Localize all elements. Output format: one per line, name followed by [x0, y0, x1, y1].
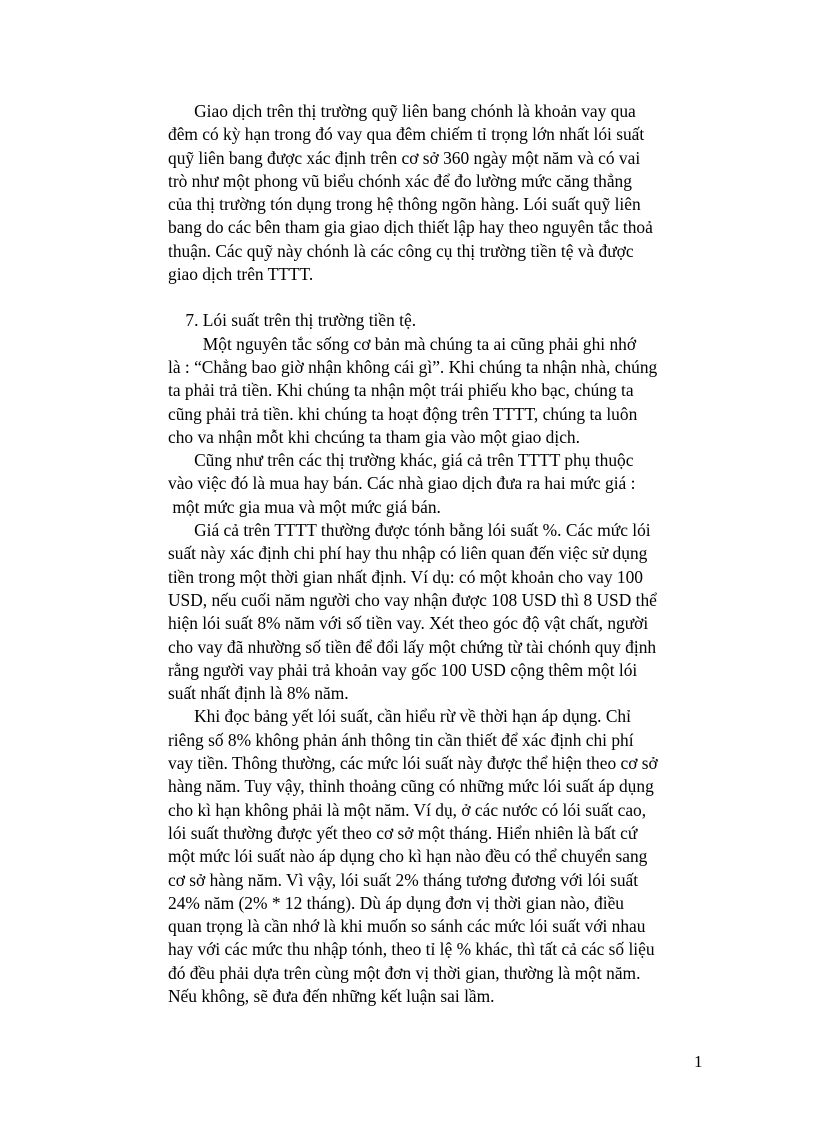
text-line: hiện lói suất 8% năm với số tiền vay. Xét theo góc độ vật chất, người	[168, 613, 649, 634]
paragraph-principle	[168, 333, 708, 449]
paragraph-spacer	[168, 286, 708, 309]
text-line: 24% năm (2% * 12 tháng). Dù áp dụng đơn vị thời gian nào, điều	[168, 892, 624, 913]
text-line: hàng năm. Tuy vậy, thỉnh thoảng cũng có những mức lói suất áp dụng	[168, 776, 654, 797]
page-number: 1	[694, 1052, 703, 1071]
text-line: giao dịch trên TTTT.	[168, 264, 314, 285]
text-line: cho va nhận mỗt khi chcúng ta tham gia vào một giao dịch.	[168, 426, 580, 447]
text-line: suất này xác định chi phí hay thu nhập có liên quan đến việc sử dụng	[168, 543, 648, 564]
text-line: Khi đọc bảng yết lói suất, cần hiểu rừ về thời hạn áp dụng. Chỉ	[168, 706, 631, 727]
text-line: Cũng như trên các thị trường khác, giá cả trên TTTT phụ thuộc	[168, 450, 634, 471]
document-body	[168, 100, 708, 1008]
text-line: quan trọng là cần nhớ là khi muốn so sánh các mức lói suất với nhau	[168, 916, 646, 937]
text-line: trò như một phong vũ biểu chónh xác để đo lường mức căng thẳng	[168, 170, 632, 191]
text-line: cũng phải trả tiền. khi chúng ta hoạt động trên TTTT, chúng ta luôn	[168, 403, 638, 424]
section-heading	[168, 309, 708, 332]
paragraph-fed-funds	[168, 100, 708, 286]
text-line: Giá cả trên TTTT thường được tónh bằng lói suất %. Các mức lói	[168, 520, 651, 541]
text-line: USD, nếu cuối năm người cho vay nhận được 108 USD thì 8 USD thể	[168, 589, 657, 610]
text-line: cơ sở hàng năm. Vì vậy, lói suất 2% tháng tương đương với lói suất	[168, 869, 639, 890]
text-line: lói suất thường được yết theo cơ sở một tháng. Hiển nhiên là bất cứ	[168, 822, 638, 843]
text-line: bang do các bên tham gia giao dịch thiết lập hay theo nguyên tắc thoả	[168, 217, 653, 238]
text-line: một mức gia mua và một mức giá bán.	[168, 496, 441, 517]
text-line: đêm có kỳ hạn trong đó vay qua đêm chiếm tỉ trọng lớn nhất lói suất	[168, 124, 645, 145]
text-line: vay tiền. Thông thường, các mức lói suất này được thể hiện theo cơ sở	[168, 753, 658, 774]
text-line: là : “Chẳng bao giờ nhận không cái gì”. Khi chúng ta nhận nhà, chúng	[168, 356, 658, 377]
text-line: Một nguyên tắc sống cơ bản mà chúng ta ai cũng phải ghi nhớ	[168, 333, 637, 354]
text-line: cho vay đã nhường số tiền để đổi lấy một chứng từ tài chónh quy định	[168, 636, 657, 657]
text-line: một mức lói suất nào áp dụng cho kì hạn nào đều có thể chuyển sang	[168, 846, 648, 867]
paragraph-interest-rate	[168, 519, 708, 705]
text-line: rằng người vay phải trả khoản vay gốc 100 USD cộng thêm một lói	[168, 659, 638, 680]
paragraph-rate-term	[168, 705, 708, 1008]
text-line: Nếu không, sẽ đưa đến những kết luận sai lầm.	[168, 985, 495, 1006]
text-line: tiền trong một thời gian nhất định. Ví dụ: có một khoản cho vay 100	[168, 566, 643, 587]
text-line: cho kì hạn không phải là một năm. Ví dụ, ở các nước có lói suất cao,	[168, 799, 647, 820]
text-line: quỹ liên bang được xác định trên cơ sở 360 ngày một năm và có vai	[168, 147, 641, 168]
text-line: đó đều phải dựa trên cùng một đơn vị thời gian, thường là một năm.	[168, 962, 641, 983]
text-line: hay với các mức thu nhập tónh, theo tỉ lệ % khác, thì tất cả các số liệu	[168, 939, 655, 960]
text-line: vào việc đó là mua hay bán. Các nhà giao dịch đưa ra hai mức giá :	[168, 473, 636, 494]
heading-line: 7. Lói suất trên thị trường tiền tệ.	[168, 310, 417, 331]
text-line: ta phải trả tiền. Khi chúng ta nhận một trái phiếu kho bạc, chúng ta	[168, 380, 634, 401]
text-line: thuận. Các quỹ này chónh là các công cụ thị trường tiền tệ và được	[168, 240, 634, 261]
paragraph-prices	[168, 449, 708, 519]
text-line: Giao dịch trên thị trường quỹ liên bang chónh là khoản vay qua	[168, 101, 636, 121]
text-line: riêng số 8% không phản ánh thông tin cần thiết để xác định chi phí	[168, 729, 634, 750]
text-line: của thị trường tón dụng trong hệ thông ngõn hàng. Lói suất quỹ liên	[168, 194, 641, 215]
text-line: suất nhất định là 8% năm.	[168, 683, 349, 704]
